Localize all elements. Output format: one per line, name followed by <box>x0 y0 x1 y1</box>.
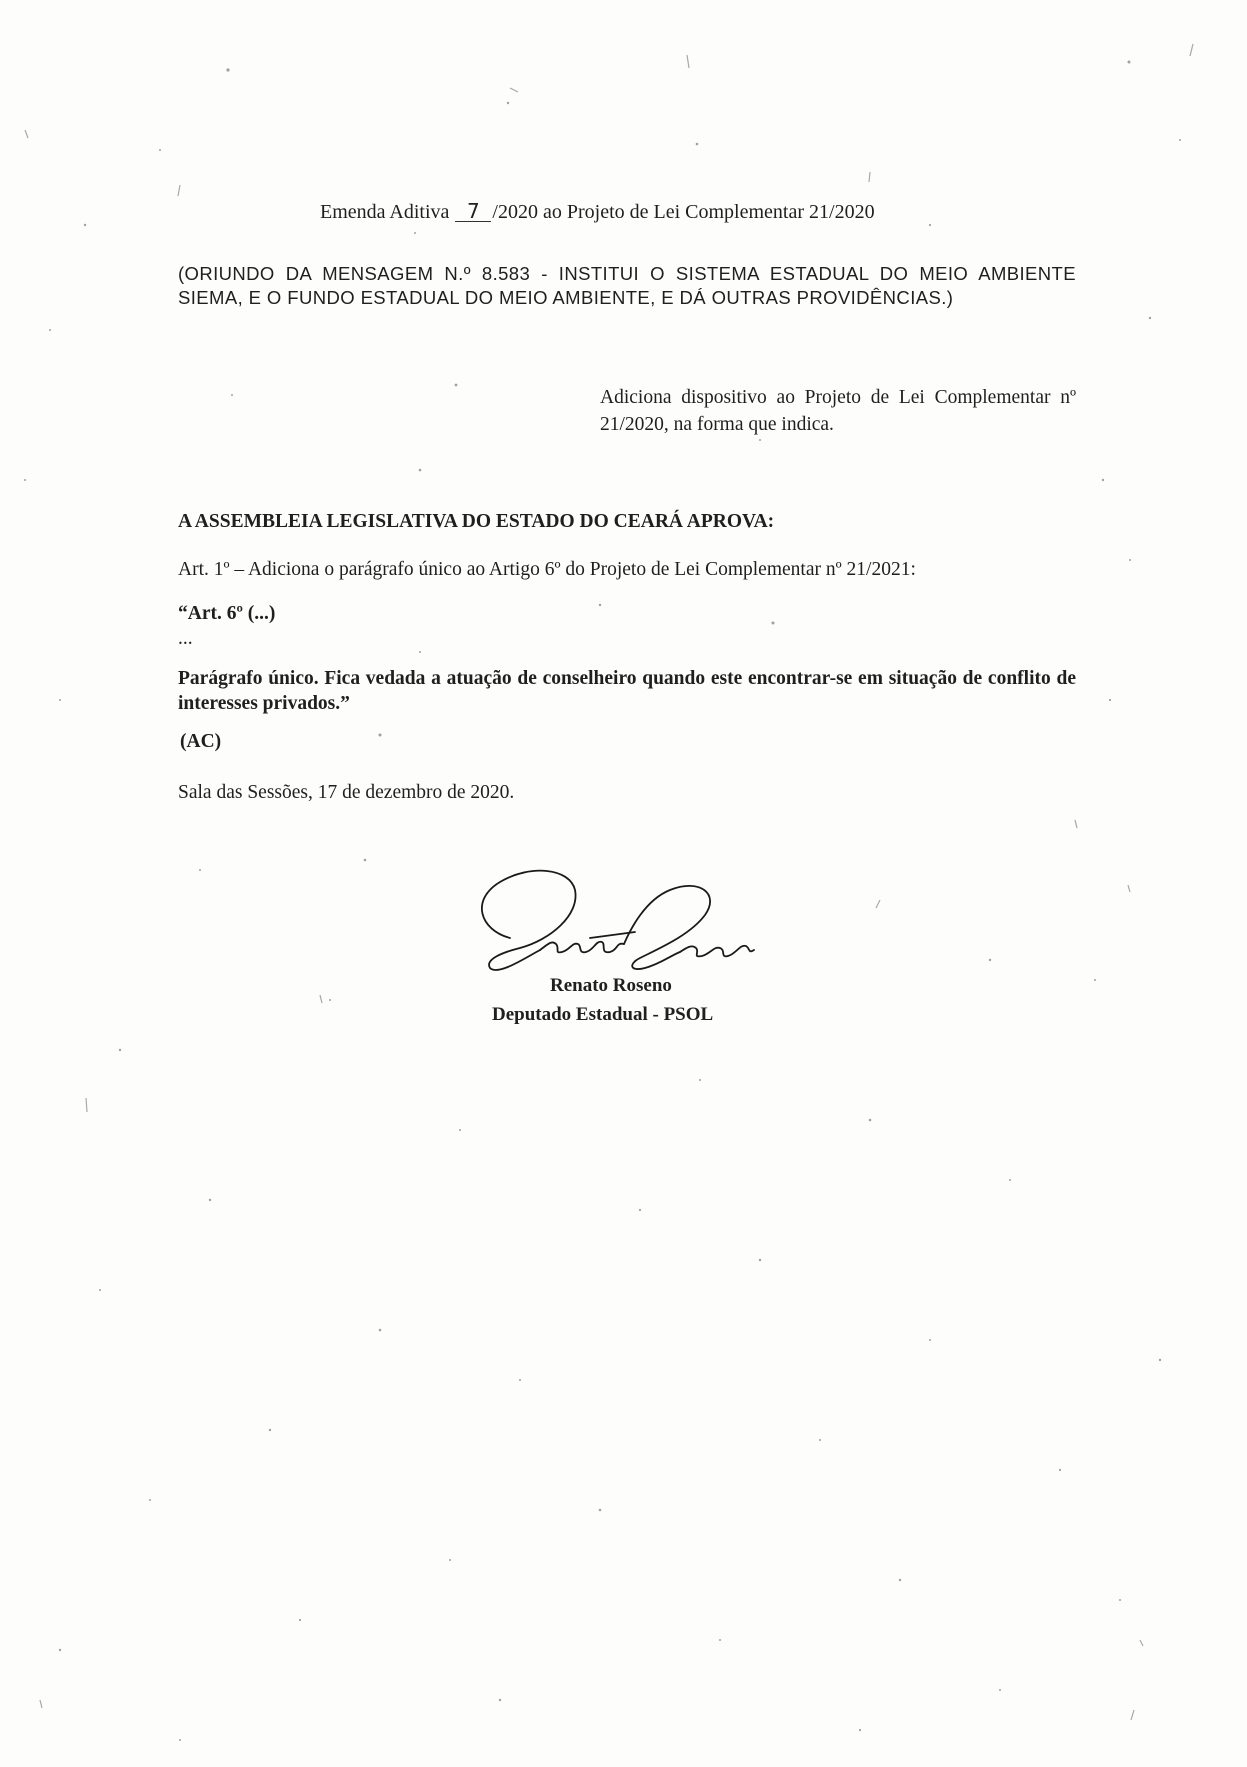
sole-paragraph: Parágrafo único. Fica vedada a atuação de conselheiro quando este encontrar-se em situação de conflito de interesses privados.” <box>178 668 1076 714</box>
article-6-reference: “Art. 6º (...) <box>178 603 276 624</box>
ementa: Adiciona dispositivo ao Projeto de Lei Complementar nº 21/2020, na forma que indica. <box>600 387 1076 435</box>
origin-note: (ORIUNDO DA MENSAGEM N.º 8.583 - INSTITUI O SISTEMA ESTADUAL DO MEIO AMBIENTE SIEMA, E O FUNDO ESTADUAL DO MEIO AMBIENTE, E DÁ OUTRAS PROVIDÊNCIAS.) <box>178 263 1076 308</box>
signer-role: Deputado Estadual - PSOL <box>492 1004 714 1025</box>
assembly-statement: A ASSEMBLEIA LEGISLATIVA DO ESTADO DO CEARÁ APROVA: <box>178 511 775 532</box>
amendment-number: 7 <box>455 201 491 222</box>
signature-image <box>470 860 760 990</box>
article-1: Art. 1º – Adiciona o parágrafo único ao Artigo 6º do Projeto de Lei Complementar nº 21/2021: <box>178 559 916 580</box>
ac-tag: (AC) <box>180 731 222 752</box>
title-prefix: Emenda Aditiva <box>320 201 450 223</box>
title-suffix: /2020 ao Projeto de Lei Complementar 21/2020 <box>492 201 875 223</box>
signer-name: Renato Roseno <box>550 975 672 996</box>
ellipsis: ... <box>178 628 193 649</box>
place-date: Sala das Sessões, 17 de dezembro de 2020. <box>178 782 515 803</box>
amendment-title <box>320 200 875 224</box>
